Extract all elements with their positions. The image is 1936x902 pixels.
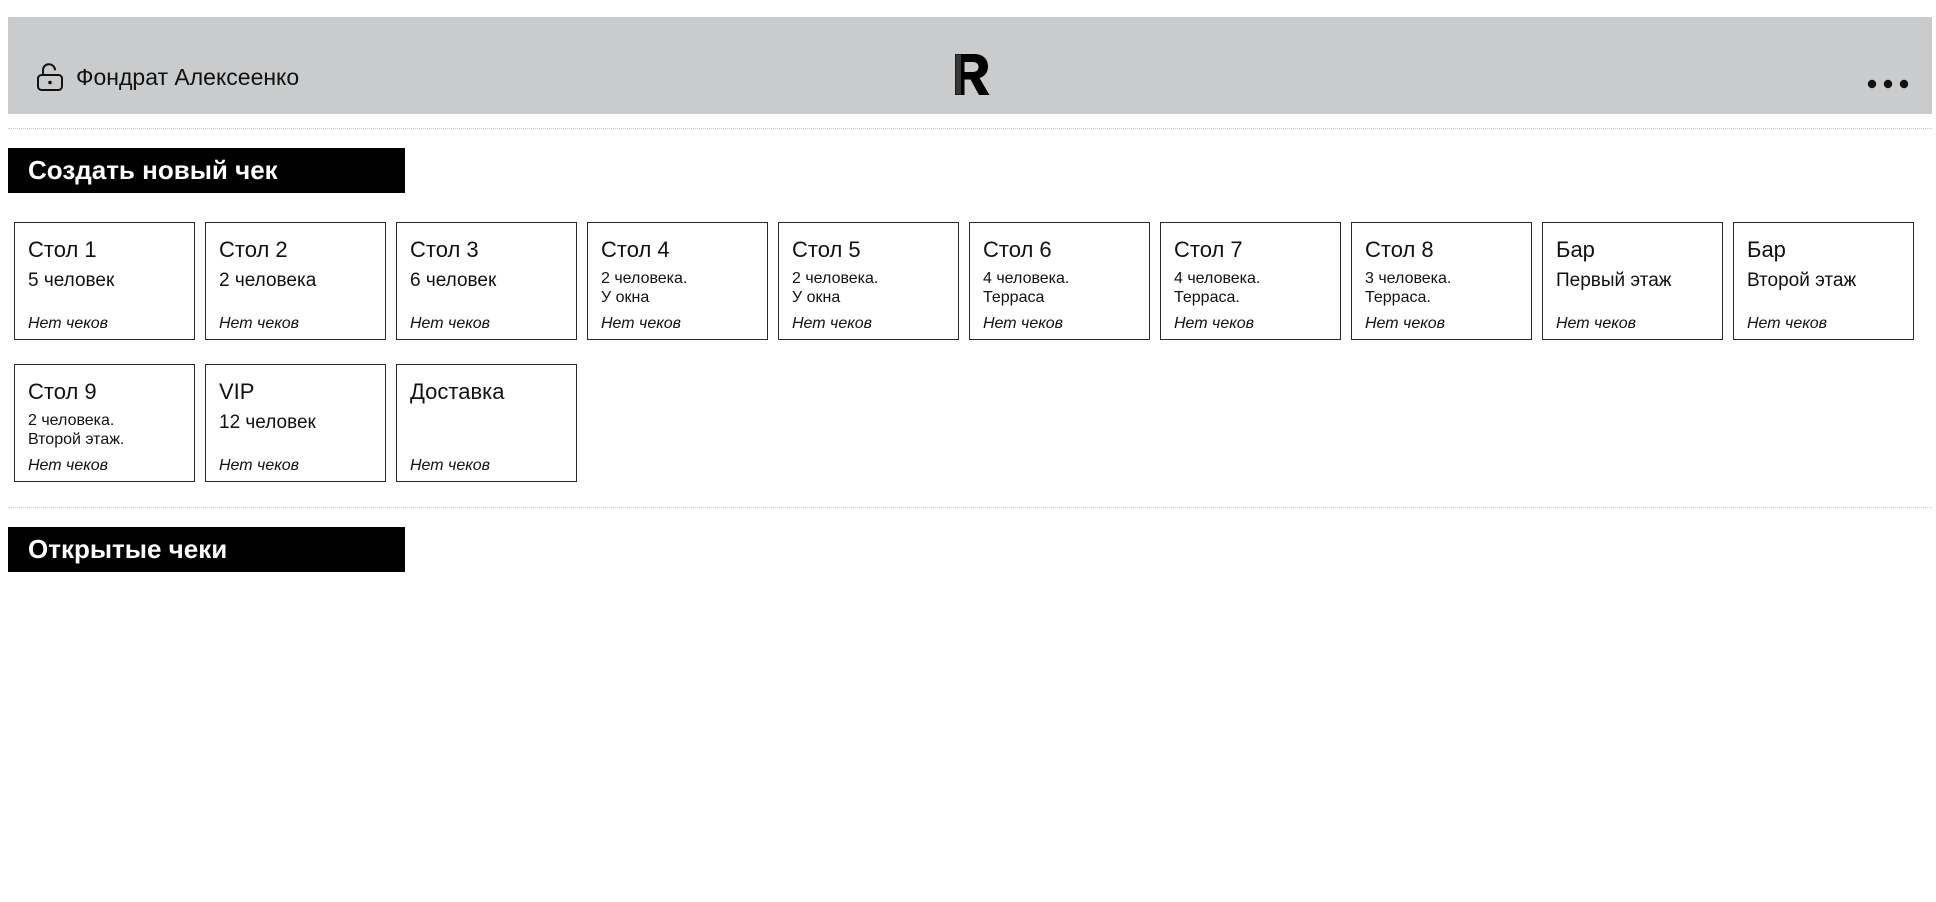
- table-details: [792, 269, 878, 307]
- table-location: Первый этаж: [1556, 270, 1672, 291]
- table-name: Стол 9: [28, 379, 97, 404]
- table-location: Терраса: [983, 289, 1045, 306]
- table-card-bar-second-floor[interactable]: [1733, 222, 1914, 340]
- table-capacity: 2 человека.: [601, 270, 688, 287]
- divider: [8, 128, 1932, 129]
- table-details: [983, 269, 1069, 307]
- more-horizontal-icon[interactable]: [1866, 77, 1910, 91]
- table-name: Стол 7: [1174, 237, 1243, 262]
- table-status: Нет чеков: [1747, 315, 1828, 332]
- table-name: Доставка: [410, 379, 505, 404]
- table-status: Нет чеков: [28, 315, 109, 332]
- table-location: У окна: [601, 289, 650, 306]
- table-capacity: 3 человека.: [1365, 270, 1452, 287]
- table-capacity: 12 человек: [219, 412, 316, 433]
- table-name: Бар: [1747, 237, 1786, 262]
- table-card-delivery[interactable]: [396, 364, 577, 482]
- table-name: Стол 2: [219, 237, 288, 262]
- table-status: Нет чеков: [1174, 315, 1255, 332]
- table-details: [1365, 269, 1451, 307]
- table-capacity: 5 человек: [28, 270, 115, 291]
- table-status: Нет чеков: [410, 315, 491, 332]
- table-status: Нет чеков: [1365, 315, 1446, 332]
- open-receipts-heading: Открытые чеки: [8, 527, 405, 572]
- table-name: Стол 3: [410, 237, 479, 262]
- table-location: Второй этаж.: [28, 431, 125, 448]
- table-status: Нет чеков: [792, 315, 873, 332]
- table-location: Терраса.: [1365, 289, 1431, 306]
- table-card-bar-first-floor[interactable]: [1542, 222, 1723, 340]
- table-name: Бар: [1556, 237, 1595, 262]
- table-name: Стол 1: [28, 237, 97, 262]
- table-location: Второй этаж: [1747, 270, 1857, 291]
- table-status: Нет чеков: [983, 315, 1064, 332]
- table-capacity: 4 человека.: [1174, 270, 1261, 287]
- unlock-icon: [34, 61, 66, 93]
- table-card-5[interactable]: [778, 222, 959, 340]
- table-card-2[interactable]: [205, 222, 386, 340]
- table-details: [601, 269, 687, 307]
- table-status: Нет чеков: [28, 457, 109, 474]
- table-card-3[interactable]: [396, 222, 577, 340]
- table-card-1[interactable]: [14, 222, 195, 340]
- table-capacity: 2 человека.: [28, 412, 115, 429]
- table-name: Стол 4: [601, 237, 670, 262]
- table-capacity: 2 человека: [219, 270, 317, 291]
- table-name: Стол 8: [1365, 237, 1434, 262]
- user-name: Фондрат Алексеенко: [76, 63, 300, 90]
- table-capacity: 4 человека.: [983, 270, 1070, 287]
- create-receipt-heading: Создать новый чек: [8, 148, 405, 193]
- table-capacity: 6 человек: [410, 270, 497, 291]
- table-capacity: 2 человека.: [792, 270, 879, 287]
- table-status: Нет чеков: [601, 315, 682, 332]
- table-location: У окна: [792, 289, 841, 306]
- table-details: [1174, 269, 1260, 307]
- table-card-6[interactable]: [969, 222, 1150, 340]
- table-location: Терраса.: [1174, 289, 1240, 306]
- r-logo-icon: [952, 51, 992, 97]
- table-details: [28, 411, 124, 449]
- table-card-4[interactable]: [587, 222, 768, 340]
- table-status: Нет чеков: [219, 315, 300, 332]
- table-name: Стол 5: [792, 237, 861, 262]
- table-name: VIP: [219, 379, 255, 404]
- table-card-9[interactable]: [14, 364, 195, 482]
- top-bar: [8, 17, 1932, 114]
- current-user[interactable]: [34, 61, 299, 93]
- table-card-8[interactable]: [1351, 222, 1532, 340]
- table-card-vip[interactable]: [205, 364, 386, 482]
- divider: [8, 507, 1932, 508]
- table-status: Нет чеков: [410, 457, 491, 474]
- table-status: Нет чеков: [1556, 315, 1637, 332]
- table-card-7[interactable]: [1160, 222, 1341, 340]
- table-status: Нет чеков: [219, 457, 300, 474]
- table-name: Стол 6: [983, 237, 1052, 262]
